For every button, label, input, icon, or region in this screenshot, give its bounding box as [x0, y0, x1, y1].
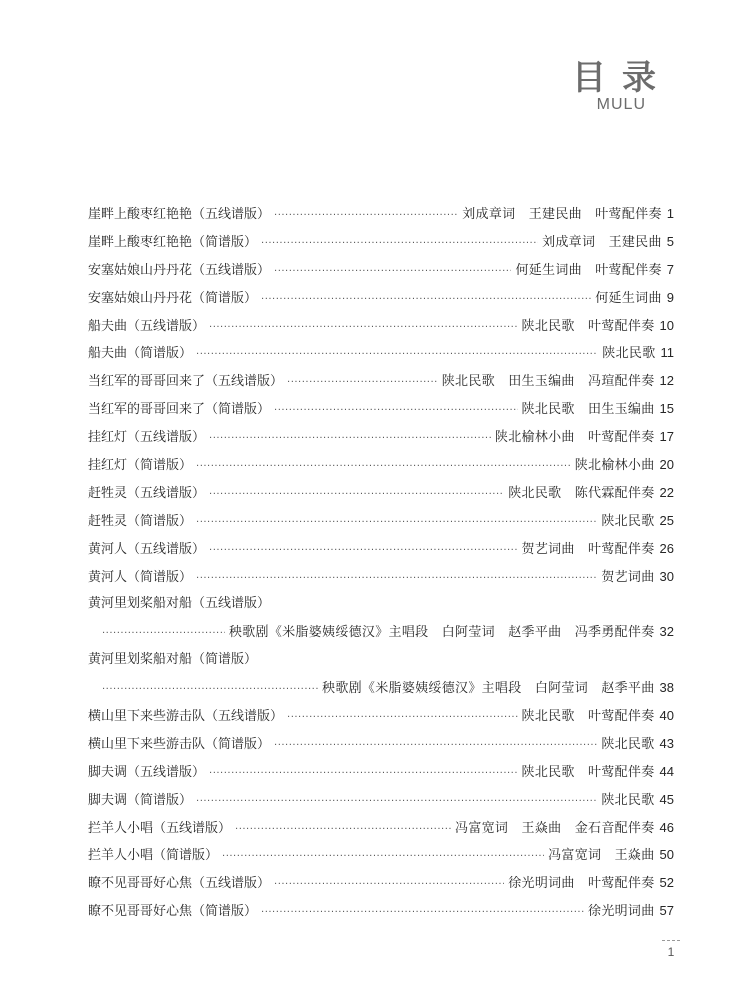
toc-entry-page: 1 — [666, 206, 674, 221]
leader-dots — [209, 760, 518, 788]
toc-entry-title: 赶牲灵（简谱版） — [88, 513, 193, 529]
page-title: 目录 — [572, 58, 672, 98]
toc-entry-page: 44 — [659, 763, 674, 779]
toc-entry-credits: 刘成章词 王建民曲 叶莺配伴奏 — [462, 207, 662, 222]
leader-dots — [102, 620, 225, 648]
toc-entry-title: 脚夫调（五线谱版） — [88, 764, 206, 780]
toc-entry[interactable] — [88, 479, 674, 507]
toc-entry-page: 38 — [659, 680, 674, 696]
toc-entry[interactable] — [88, 786, 674, 814]
leader-dots — [209, 425, 491, 453]
toc-entry-credits: 冯富宽词 王焱曲 金石音配伴奏 — [455, 820, 655, 836]
toc-entry[interactable] — [88, 367, 674, 395]
toc-entry-page: 26 — [659, 540, 674, 556]
toc-entry-credits: 秧歌剧《米脂婆姨绥德汉》主唱段 白阿莹词 赵季平曲 — [322, 681, 655, 697]
toc-entry-credits: 陕北民歌 叶莺配伴奏 — [521, 318, 655, 334]
toc-entry-credits: 陕北民歌 田生玉编曲 冯瑄配伴奏 — [441, 374, 655, 390]
toc-entry-page: 57 — [659, 903, 674, 919]
toc-entry-credits: 刘成章词 王建民曲 — [542, 234, 662, 250]
toc-entry-page: 46 — [659, 819, 674, 835]
toc-entry-page: 7 — [666, 261, 674, 277]
toc-entry-page: 25 — [659, 512, 674, 528]
toc-entry-page: 50 — [659, 847, 674, 863]
toc-entry-title: 当红军的哥哥回来了（简谱版） — [88, 402, 271, 418]
toc-entry-page: 45 — [659, 791, 674, 807]
toc-entry-credits: 陕北榆林小曲 — [574, 458, 655, 474]
toc-entry-title: 脚夫调（简谱版） — [88, 792, 193, 808]
leader-dots — [196, 565, 597, 593]
toc-entry-page: 22 — [659, 484, 674, 500]
leader-dots — [274, 397, 518, 425]
toc-entry[interactable] — [88, 702, 674, 730]
toc-entry[interactable] — [88, 897, 674, 925]
toc-entry-credits: 陕北民歌 — [602, 346, 656, 362]
toc-entry[interactable] — [88, 256, 674, 284]
toc-entry-heading[interactable] — [88, 646, 674, 674]
toc-entry-credits: 徐光明词曲 — [588, 904, 655, 920]
leader-dots — [261, 230, 538, 258]
toc-entry[interactable] — [88, 423, 674, 451]
toc-entry[interactable] — [88, 814, 674, 842]
leader-dots — [196, 453, 571, 481]
toc-entry[interactable] — [88, 339, 674, 367]
toc-entry-credits: 陕北民歌 陈代霖配伴奏 — [508, 485, 655, 501]
toc-entry-title: 崖畔上酸枣红艳艳（简谱版） — [88, 234, 258, 250]
toc-entry-credits: 徐光明词曲 叶莺配伴奏 — [508, 876, 655, 892]
leader-dots — [196, 341, 598, 369]
toc-entry-page: 15 — [659, 401, 674, 417]
toc-entry-page: 12 — [659, 373, 674, 389]
toc-entry[interactable] — [88, 228, 674, 256]
leader-dots — [287, 369, 438, 397]
page-subtitle: MULU — [596, 96, 646, 113]
leader-dots — [261, 899, 584, 927]
leader-dots — [209, 481, 504, 509]
toc-entry-page: 10 — [659, 317, 674, 333]
toc-entry[interactable] — [88, 312, 674, 340]
toc-entry-credits: 贺艺词曲 叶莺配伴奏 — [521, 541, 655, 557]
toc-entry-title: 黄河里划桨船对船（五线谱版） — [88, 596, 271, 612]
toc-entry-title: 瞭不见哥哥好心焦（五线谱版） — [88, 876, 271, 892]
toc-entry-credits: 何延生词曲 — [595, 290, 662, 306]
toc-entry-credits: 秧歌剧《米脂婆姨绥德汉》主唱段 白阿莹词 赵季平曲 冯季勇配伴奏 — [228, 625, 655, 641]
toc-entry-title: 拦羊人小唱（简谱版） — [88, 848, 219, 864]
toc-entry-credits: 陕北民歌 — [601, 792, 655, 808]
toc-entry[interactable] — [88, 451, 674, 479]
toc-entry-title: 拦羊人小唱（五线谱版） — [88, 820, 232, 836]
toc-entry-title: 黄河人（五线谱版） — [88, 541, 206, 557]
toc-entry-title: 船夫曲（简谱版） — [88, 346, 193, 362]
toc-entry-title: 当红军的哥哥回来了（五线谱版） — [88, 374, 284, 390]
leader-dots — [222, 843, 544, 871]
toc-entry[interactable] — [88, 535, 674, 563]
toc-entry[interactable] — [88, 200, 674, 228]
leader-dots — [196, 788, 597, 816]
toc-entry-title: 横山里下来些游击队（简谱版） — [88, 736, 271, 752]
toc-entry-title: 黄河里划桨船对船（简谱版） — [88, 652, 258, 668]
toc-entry-credits: 陕北民歌 叶莺配伴奏 — [521, 764, 655, 780]
toc-entry-page: 11 — [660, 345, 674, 361]
toc-entry-credits: 冯富宽词 王焱曲 — [548, 848, 655, 864]
toc-entry-continuation[interactable] — [88, 618, 674, 646]
toc-entry-title: 横山里下来些游击队（五线谱版） — [88, 709, 284, 725]
toc-entry[interactable] — [88, 284, 674, 312]
toc-entry-page: 30 — [659, 568, 674, 584]
leader-dots — [274, 732, 597, 760]
table-of-contents — [88, 200, 674, 925]
toc-entry[interactable] — [88, 869, 674, 897]
toc-entry-title: 赶牲灵（五线谱版） — [88, 485, 206, 501]
leader-dots — [235, 816, 451, 844]
leader-dots — [102, 676, 318, 704]
page-number: 1 — [667, 945, 675, 959]
page-footer — [662, 940, 680, 959]
toc-entry-credits: 陕北民歌 — [601, 736, 655, 752]
toc-entry-credits: 陕北榆林小曲 叶莺配伴奏 — [494, 430, 655, 446]
toc-entry-title: 船夫曲（五线谱版） — [88, 318, 206, 334]
toc-entry-heading[interactable] — [88, 590, 674, 618]
toc-entry[interactable] — [88, 395, 674, 423]
toc-entry-page: 5 — [666, 233, 674, 249]
toc-entry[interactable] — [88, 507, 674, 535]
toc-entry-title: 挂红灯（简谱版） — [88, 458, 193, 474]
toc-entry-title: 崖畔上酸枣红艳艳（五线谱版） — [88, 207, 271, 222]
toc-entry-page: 40 — [659, 708, 674, 724]
toc-entry-credits: 贺艺词曲 — [601, 569, 655, 585]
footer-rule — [662, 940, 680, 941]
leader-dots — [261, 286, 591, 314]
leader-dots — [287, 704, 518, 732]
leader-dots — [274, 871, 504, 899]
toc-entry-title: 瞭不见哥哥好心焦（简谱版） — [88, 904, 258, 920]
toc-entry-page: 52 — [659, 875, 674, 891]
toc-entry-page: 43 — [659, 735, 674, 751]
toc-entry[interactable] — [88, 758, 674, 786]
leader-dots — [274, 258, 511, 286]
toc-entry-continuation[interactable] — [88, 674, 674, 702]
toc-entry[interactable] — [88, 730, 674, 758]
leader-dots — [209, 537, 518, 565]
toc-entry[interactable] — [88, 841, 674, 869]
toc-entry-page: 32 — [659, 624, 674, 640]
toc-entry-page: 17 — [659, 429, 674, 445]
toc-entry-title: 挂红灯（五线谱版） — [88, 430, 206, 446]
leader-dots — [209, 314, 518, 342]
toc-entry-page: 20 — [659, 457, 674, 473]
toc-entry-credits: 陕北民歌 田生玉编曲 — [521, 402, 655, 418]
leader-dots — [274, 202, 458, 230]
toc-entry[interactable] — [88, 563, 674, 591]
leader-dots — [196, 509, 597, 537]
toc-entry-page: 9 — [666, 289, 674, 305]
toc-entry-credits: 陕北民歌 — [601, 513, 655, 529]
toc-entry-credits: 陕北民歌 叶莺配伴奏 — [521, 709, 655, 725]
toc-entry-title: 安塞姑娘山丹丹花（简谱版） — [88, 290, 258, 306]
toc-entry-title: 黄河人（简谱版） — [88, 569, 193, 585]
toc-entry-credits: 何延生词曲 叶莺配伴奏 — [515, 262, 662, 278]
toc-entry-title: 安塞姑娘山丹丹花（五线谱版） — [88, 262, 271, 278]
